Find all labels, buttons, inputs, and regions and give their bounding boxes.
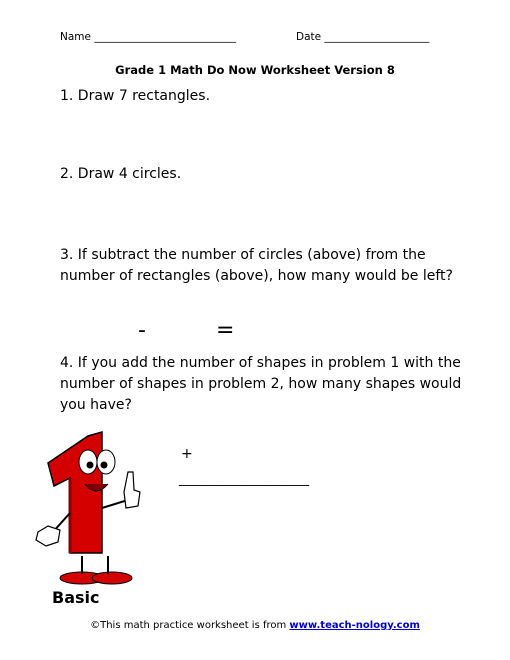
number-one-mascot-icon [30,428,160,588]
minus-sign: - [138,318,146,343]
answer-line: ____________________ [179,472,309,487]
question-4: 4. If you add the number of shapes in problem 1 with the number of shapes in problem 2, how many shapes would you have? [60,355,462,413]
equals-sign: = [216,318,235,343]
level-label: Basic [52,588,100,607]
footer-text: ©This math practice worksheet is from [90,620,290,631]
footer-credit [0,620,510,631]
question-1: 1. Draw 7 rectangles. [60,88,211,104]
date-field-label: Date ____________________ [296,31,430,43]
worksheet-title: Grade 1 Math Do Now Worksheet Version 8 [115,63,395,77]
question-2: 2. Draw 4 circles. [60,166,182,182]
plus-sign: + [181,446,193,462]
teach-nology-link[interactable]: www.teach-nology.com [289,620,420,631]
name-field-label: Name ___________________________ [60,31,237,43]
question-3: 3. If subtract the number of circles (above) from the number of rectangles (above), how many would be left? [60,247,453,284]
